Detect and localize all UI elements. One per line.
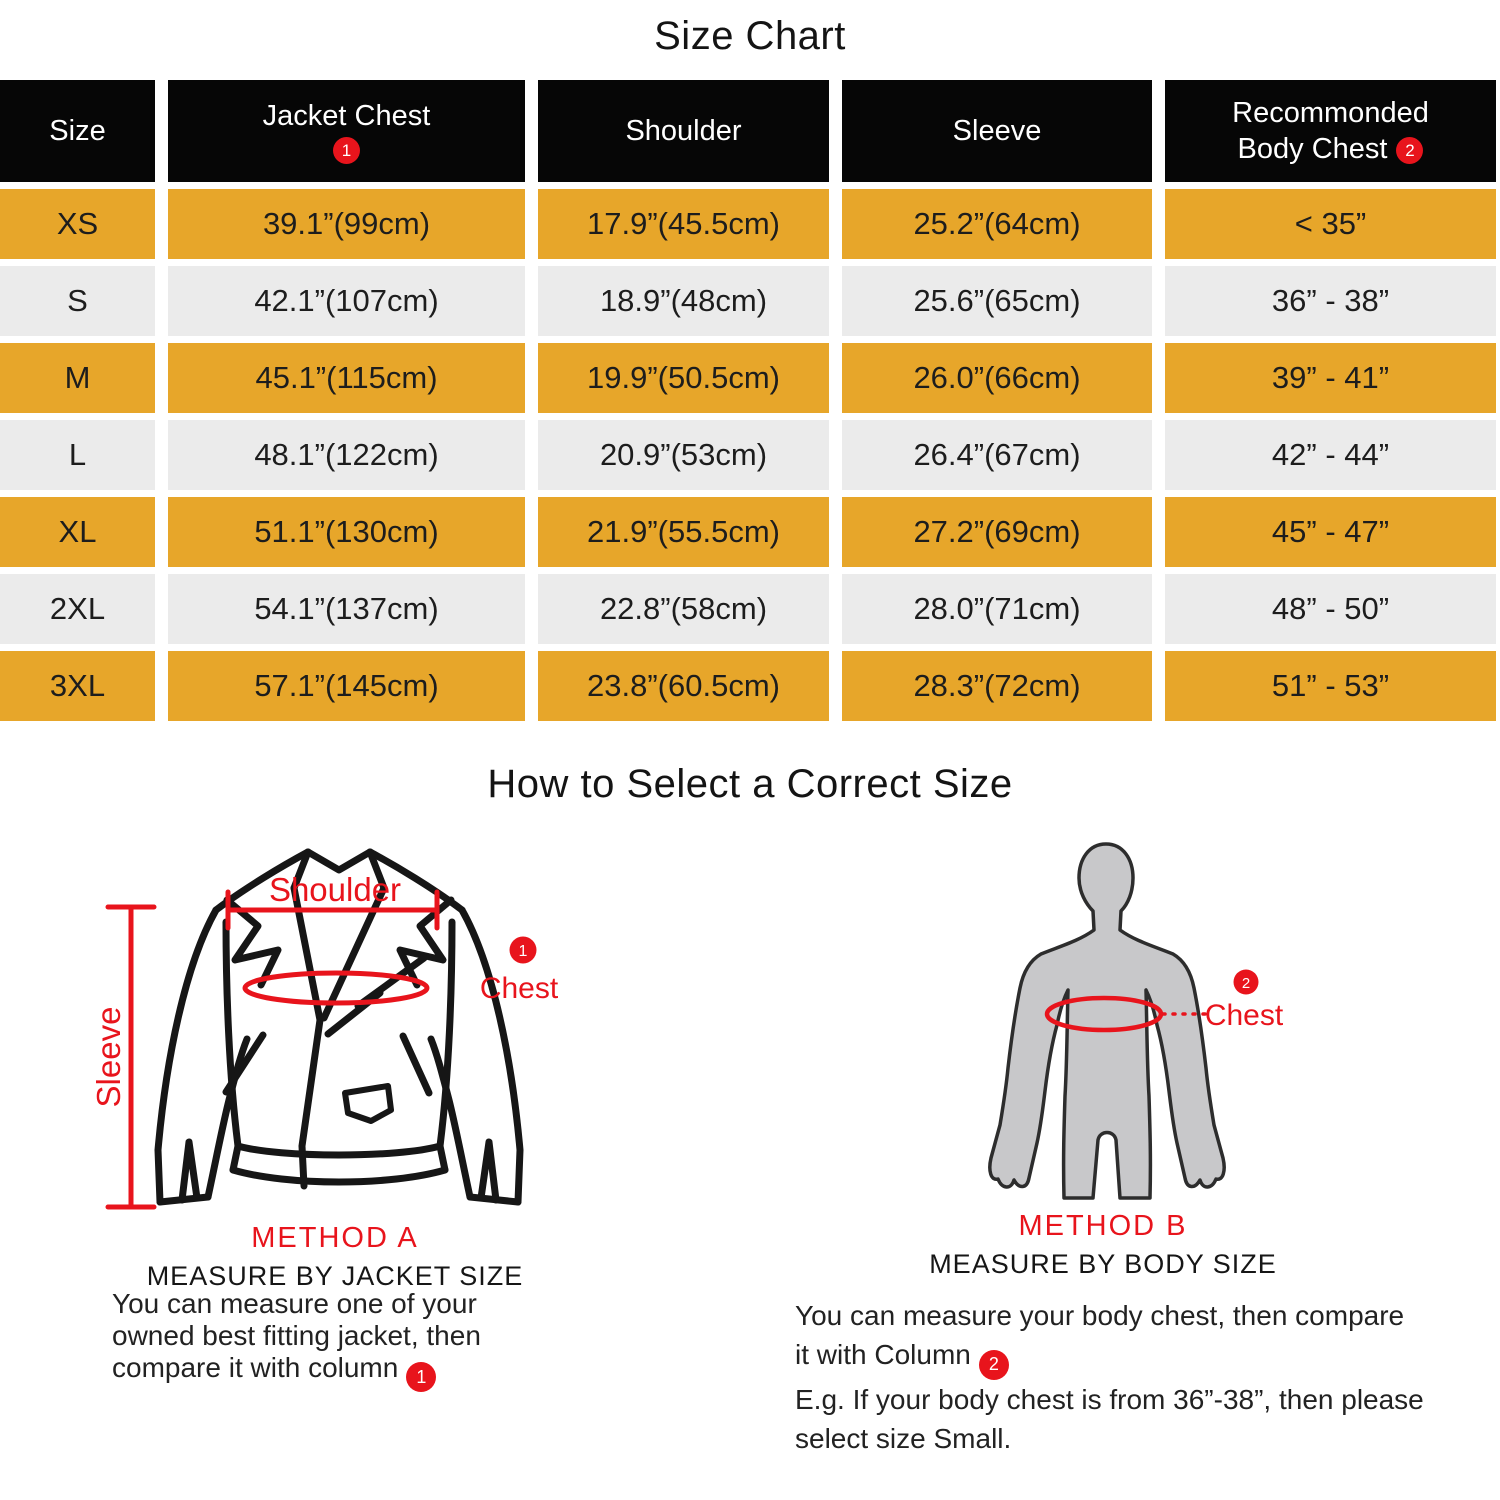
body-silhouette-icon	[990, 844, 1224, 1198]
table-row-2xl-shoulder: 22.8”(58cm)	[538, 574, 829, 644]
table-row-xl-body-chest: 45” - 47”	[1165, 497, 1496, 567]
table-row-2xl-sleeve: 28.0”(71cm)	[842, 574, 1152, 644]
table-row-3xl-sleeve: 28.3”(72cm)	[842, 651, 1152, 721]
table-row-s-jacket-chest: 42.1”(107cm)	[168, 266, 525, 336]
body-chest-label: Chest	[1204, 999, 1284, 1032]
jacket-chest-badge-number: 1	[518, 943, 528, 960]
body-chest-badge-number: 2	[1241, 975, 1251, 992]
jacket-chest-label: Chest	[479, 972, 559, 1005]
col-header-shoulder-label: Shoulder	[625, 115, 742, 147]
table-row-3xl-body-chest: 51” - 53”	[1165, 651, 1496, 721]
method-a-line3: compare it with column 1	[112, 1352, 552, 1392]
method-b-label: METHOD B	[1018, 1210, 1188, 1242]
table-row-2xl-jacket-chest: 54.1”(137cm)	[168, 574, 525, 644]
method-a-label: METHOD A	[251, 1222, 419, 1254]
sleeve-label: Sleeve	[90, 1006, 127, 1108]
table-row-3xl-shoulder: 23.8”(60.5cm)	[538, 651, 829, 721]
col-header-sleeve-label: Sleeve	[952, 115, 1042, 147]
table-row-s-body-chest: 36” - 38”	[1165, 266, 1496, 336]
col-header-body-chest-line2: Body Chest 2	[1238, 131, 1424, 167]
size-table	[0, 80, 1496, 721]
table-row-xl-jacket-chest: 51.1”(130cm)	[168, 497, 525, 567]
method-b-block	[853, 1210, 1353, 1280]
col-header-body-chest	[1165, 80, 1496, 182]
badge-2-icon: 2	[1396, 137, 1423, 164]
table-row-m-shoulder: 19.9”(50.5cm)	[538, 343, 829, 413]
badge-2-icon: 2	[979, 1350, 1009, 1380]
col-header-body-chest-line1: Recommonded	[1232, 97, 1429, 129]
table-row-l-size: L	[0, 420, 155, 490]
page-title: Size Chart	[654, 14, 846, 58]
table-row-xs-body-chest: < 35”	[1165, 189, 1496, 259]
col-header-sleeve	[842, 80, 1152, 182]
table-row-3xl-size: 3XL	[0, 651, 155, 721]
badge-1-icon: 1	[333, 137, 360, 164]
table-row-m-sleeve: 26.0”(66cm)	[842, 343, 1152, 413]
method-b-sublabel: MEASURE BY BODY SIZE	[929, 1249, 1277, 1279]
col-header-size-label: Size	[49, 115, 106, 147]
table-row-s-sleeve: 25.6”(65cm)	[842, 266, 1152, 336]
method-b-line1: You can measure your body chest, then compare	[795, 1300, 1405, 1331]
badge-1-icon: 1	[406, 1362, 436, 1392]
table-row-xs-jacket-chest: 39.1”(99cm)	[168, 189, 525, 259]
table-row-3xl-jacket-chest: 57.1”(145cm)	[168, 651, 525, 721]
method-b-line4: select size Small.	[795, 1422, 1012, 1454]
table-row-s-shoulder: 18.9”(48cm)	[538, 266, 829, 336]
method-a-line2: owned best fitting jacket, then	[112, 1320, 481, 1351]
table-row-l-sleeve: 26.4”(67cm)	[842, 420, 1152, 490]
method-a-paragraph	[112, 1288, 552, 1392]
method-a-sublabel: MEASURE BY JACKET SIZE	[146, 1261, 524, 1291]
table-row-m-size: M	[0, 343, 155, 413]
table-row-xs-sleeve: 25.2”(64cm)	[842, 189, 1152, 259]
table-row-l-jacket-chest: 48.1”(122cm)	[168, 420, 525, 490]
method-a-line1: You can measure one of your	[112, 1288, 477, 1319]
jacket-measure-diagram	[90, 828, 570, 1232]
method-b-paragraph	[795, 1296, 1475, 1458]
table-row-m-body-chest: 39” - 41”	[1165, 343, 1496, 413]
method-b-line3: E.g. If your body chest is from 36”-38”, then please	[795, 1383, 1424, 1415]
col-header-size	[0, 80, 155, 182]
table-row-xs-size: XS	[0, 189, 155, 259]
col-header-shoulder	[538, 80, 829, 182]
table-row-2xl-body-chest: 48” - 50”	[1165, 574, 1496, 644]
method-a-block	[85, 1222, 585, 1292]
table-row-m-jacket-chest: 45.1”(115cm)	[168, 343, 525, 413]
table-row-2xl-size: 2XL	[0, 574, 155, 644]
body-measure-diagram	[960, 828, 1380, 1232]
table-row-xl-size: XL	[0, 497, 155, 567]
col-header-jacket-chest-label: Jacket Chest	[262, 100, 431, 132]
table-row-s-size: S	[0, 266, 155, 336]
shoulder-label: Shoulder	[268, 871, 402, 908]
table-row-xl-shoulder: 21.9”(55.5cm)	[538, 497, 829, 567]
method-b-line2: it with Column 2	[795, 1335, 1475, 1380]
section-subtitle: How to Select a Correct Size	[487, 762, 1013, 806]
table-row-l-body-chest: 42” - 44”	[1165, 420, 1496, 490]
col-header-jacket-chest	[168, 80, 525, 182]
table-row-xs-shoulder: 17.9”(45.5cm)	[538, 189, 829, 259]
table-row-l-shoulder: 20.9”(53cm)	[538, 420, 829, 490]
table-row-xl-sleeve: 27.2”(69cm)	[842, 497, 1152, 567]
